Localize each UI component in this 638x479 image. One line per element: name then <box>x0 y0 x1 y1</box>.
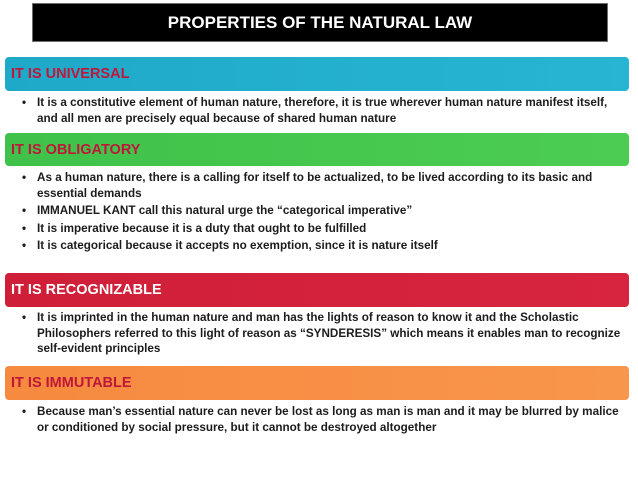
bullet-text: IMMANUEL KANT call this natural urge the “categorical imperative” <box>37 204 413 217</box>
title-bar <box>33 4 607 41</box>
bullet-icon: • <box>22 405 27 418</box>
section-heading: IT IS OBLIGATORY <box>11 141 141 158</box>
page-title: PROPERTIES OF THE NATURAL LAW <box>167 12 473 32</box>
bullet-text: It is imperative because it is a duty that ought to be fulfilled <box>37 221 367 235</box>
bullet-icon: • <box>22 96 27 109</box>
bullet-icon: • <box>22 311 27 324</box>
bullet-list-universal <box>22 95 622 128</box>
section-heading: IT IS UNIVERSAL <box>11 66 130 82</box>
list-item <box>22 221 622 237</box>
bullet-icon: • <box>22 171 27 184</box>
bullet-text: It is imprinted in the human nature and man has the lights of reason to know it and the Scholastic Philosophers referred to this light of reason as “SYNDERESIS” which means it enables man to recognize self-evident principles <box>37 311 621 355</box>
section-header-immutable <box>5 366 629 400</box>
section-header-universal <box>5 57 629 91</box>
section-header-recognizable <box>5 273 629 307</box>
bullet-icon: • <box>22 239 27 252</box>
bullet-text: It is categorical because it accepts no exemption, since it is nature itself <box>37 239 438 252</box>
bullet-list-recognizable <box>22 310 622 359</box>
bullet-icon: • <box>22 204 27 217</box>
section-heading: IT IS IMMUTABLE <box>11 375 132 391</box>
bullet-text: As a human nature, there is a calling for itself to be actualized, to be lived according to its basic and essential demands <box>37 171 593 200</box>
section-header-obligatory <box>5 133 629 166</box>
list-item <box>22 203 622 219</box>
list-item <box>22 404 622 435</box>
list-item <box>22 95 622 126</box>
bullet-list-immutable <box>22 404 622 437</box>
bullet-icon: • <box>22 221 27 235</box>
list-item <box>22 238 622 254</box>
bullet-text: Because man’s essential nature can never be lost as long as man is man and it may be blurred by malice or conditioned by social pressure, but it cannot be destroyed altogether <box>37 405 619 434</box>
list-item <box>22 170 622 201</box>
section-heading: IT IS RECOGNIZABLE <box>11 282 162 298</box>
list-item <box>22 310 622 357</box>
bullet-text: It is a constitutive element of human nature, therefore, it is true wherever human nature manifest itself, and all men are precisely equal because of shared human nature <box>37 96 608 125</box>
bullet-list-obligatory <box>22 170 622 256</box>
